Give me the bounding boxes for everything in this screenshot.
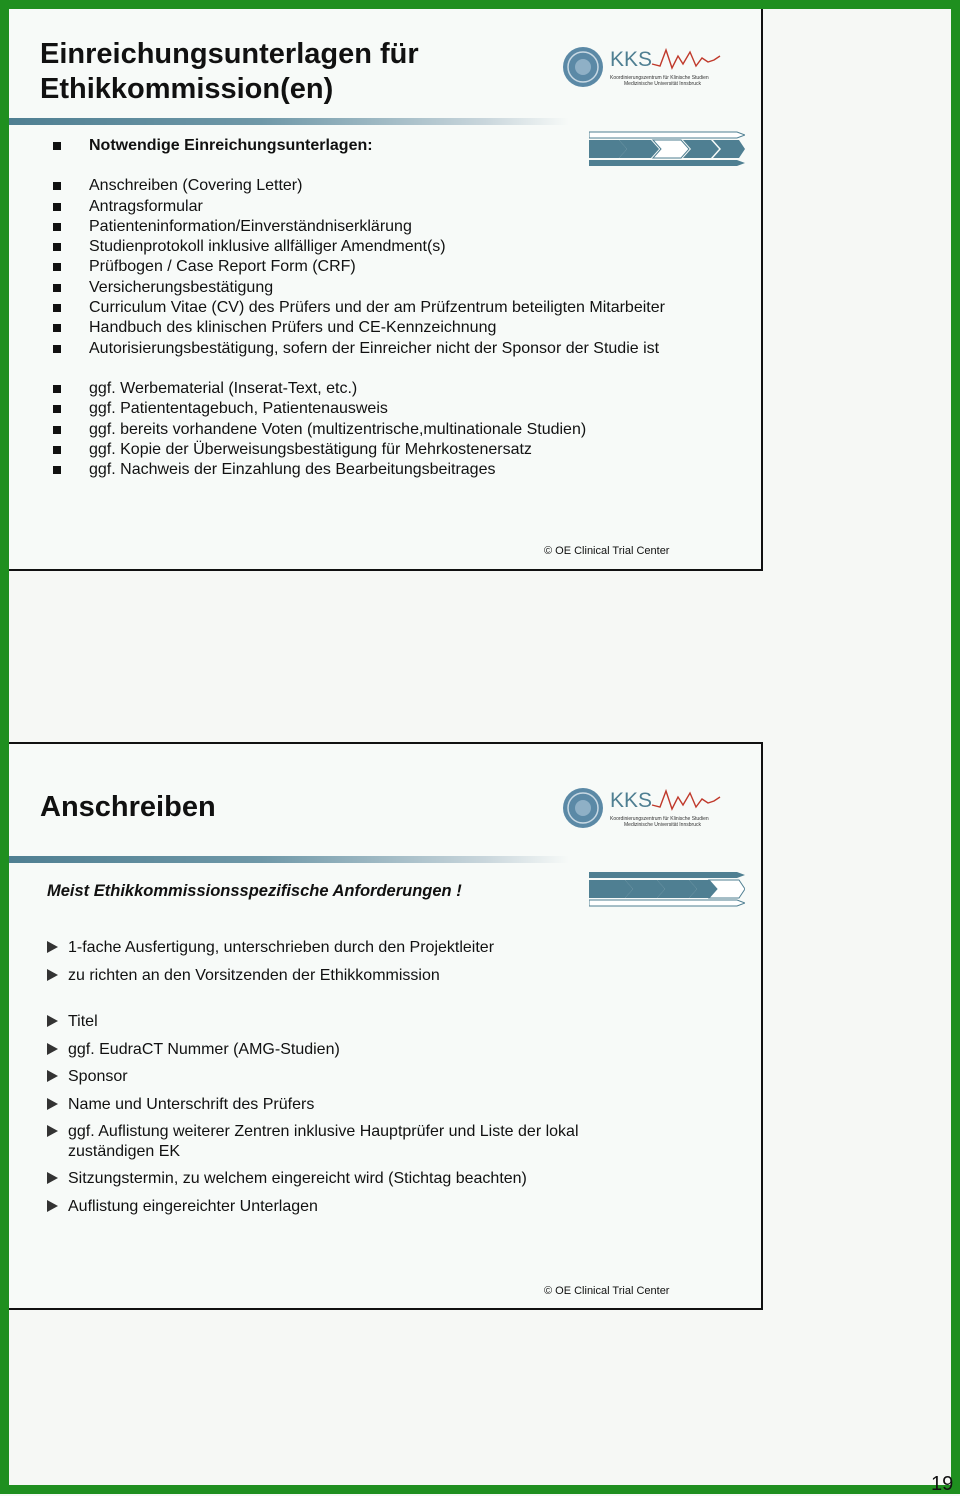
list-item: Titel [47,1012,637,1032]
list-item: ggf. Auflistung weiterer Zentren inklusive Hauptprüfer und Liste der lokal zuständigen EK [47,1122,637,1161]
list-item: 1-fache Ausfertigung, unterschrieben durch den Projektleiter [47,938,494,958]
progress-arrow-graphic [589,870,745,908]
logo-sub-2: Medizinische Universität Innsbruck [624,822,701,828]
list-item: ggf. Kopie der Überweisungsbestätigung für Mehrkostenersatz [49,440,665,460]
list-item: Anschreiben (Covering Letter) [49,176,665,196]
arrow-bullet-icon [47,1172,58,1184]
list-item: ggf. bereits vorhandene Voten (multizentrische,multinationale Studien) [49,420,665,440]
logo-sub-1: Koordinierungszentrum für Klinische Studien [610,816,709,822]
list-item: Studienprotokoll inklusive allfälliger Amendment(s) [49,237,665,257]
title-underline [9,856,569,863]
cover-letter-requirements-list [47,938,494,985]
arrow-bullet-icon [47,1200,58,1212]
list-item: ggf. EudraCT Nummer (AMG-Studien) [47,1040,637,1060]
slide-2 [9,742,763,1310]
title-underline [9,118,569,125]
slide-2-subtitle: Meist Ethikkommissionsspezifische Anforderungen ! [47,882,462,900]
logo-sub-2: Medizinische Universität Innsbruck [624,81,701,87]
list-item: Auflistung eingereichter Unterlagen [47,1197,637,1217]
cover-letter-contents-list [47,1012,637,1216]
list-item: ggf. Werbematerial (Inserat-Text, etc.) [49,379,665,399]
list-item: Antragsformular [49,197,665,217]
list-item: Versicherungsbestätigung [49,278,665,298]
title-line-2: Ethikkommission(en) [40,73,334,105]
logo-sub-1: Koordinierungszentrum für Klinische Studien [610,75,709,81]
list-item: Prüfbogen / Case Report Form (CRF) [49,257,665,277]
arrow-bullet-icon [47,1070,58,1082]
list-item: Sitzungstermin, zu welchem eingereicht wird (Stichtag beachten) [47,1169,637,1189]
arrow-bullet-icon [47,1015,58,1027]
logo-name: KKS [610,48,653,71]
slide-2-footer: © OE Clinical Trial Center [544,1285,670,1297]
slide-1-footer: © OE Clinical Trial Center [544,545,670,557]
kks-logo [562,42,727,90]
arrow-bullet-icon [47,1098,58,1110]
arrow-bullet-icon [47,1043,58,1055]
list-item: Patienteninformation/Einverständniserklärung [49,217,665,237]
arrow-bullet-icon [47,969,58,981]
required-documents-list [49,136,665,480]
page-number: 19 [931,1473,954,1495]
list-item: Curriculum Vitae (CV) des Prüfers und der am Prüfzentrum beteiligten Mitarbeiter [49,298,665,318]
slide-1 [9,9,763,571]
list-item: Autorisierungsbestätigung, sofern der Einreicher nicht der Sponsor der Studie ist [49,339,665,359]
kks-logo [562,783,727,831]
list-item: Handbuch des klinischen Prüfers und CE-Kennzeichnung [49,318,665,338]
arrow-bullet-icon [47,941,58,953]
list-item: zu richten an den Vorsitzenden der Ethikkommission [47,966,494,986]
arrow-bullet-icon [47,1125,58,1137]
logo-name: KKS [610,789,653,812]
list-item: Sponsor [47,1067,637,1087]
list-heading: Notwendige Einreichungsunterlagen: [49,136,665,156]
slide-1-title [40,37,419,107]
list-item: ggf. Nachweis der Einzahlung des Bearbeitungsbeitrages [49,460,665,480]
title-line-1: Einreichungsunterlagen für [40,38,419,70]
slide-2-title: Anschreiben [40,791,216,823]
list-item: Name und Unterschrift des Prüfers [47,1095,637,1115]
list-item: ggf. Patiententagebuch, Patientenausweis [49,399,665,419]
